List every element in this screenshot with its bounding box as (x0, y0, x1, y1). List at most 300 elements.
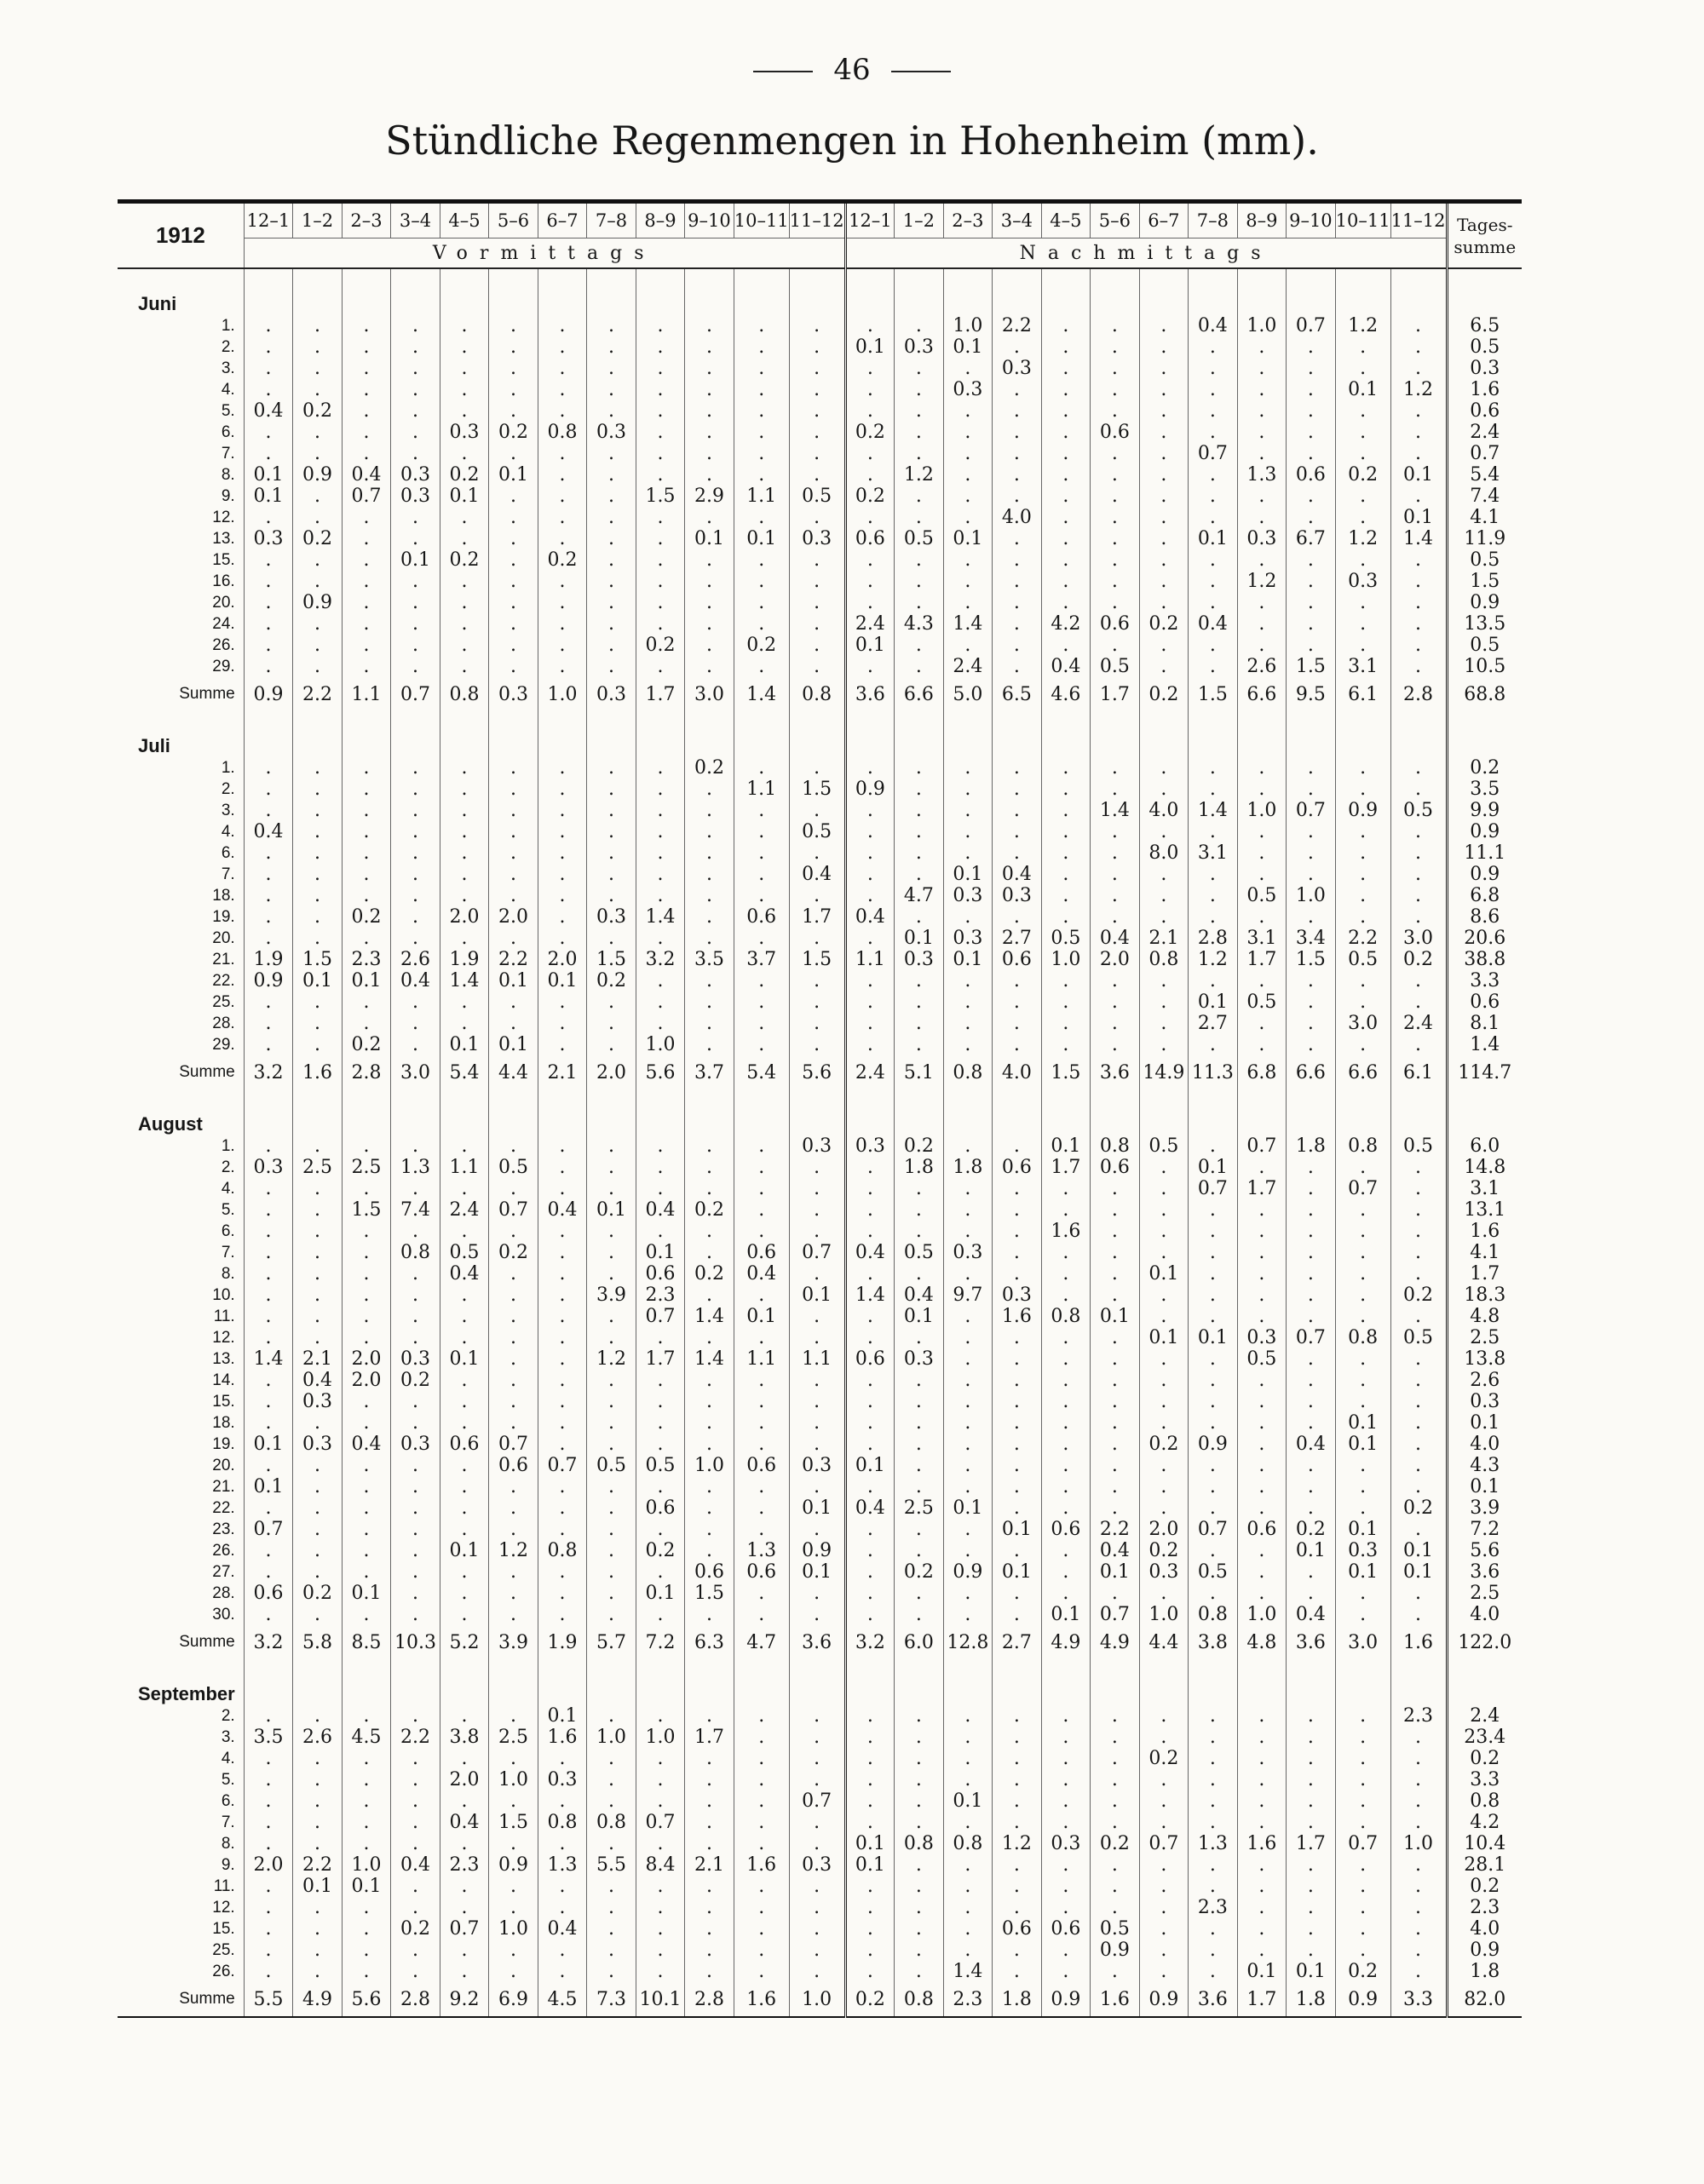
value-cell-am: . (538, 379, 587, 400)
value-cell-am: 1.4 (440, 970, 489, 991)
spacer-cell (1237, 711, 1287, 728)
value-cell-pm: . (895, 1370, 944, 1391)
value-cell-pm: . (993, 1348, 1042, 1370)
value-cell-pm: . (845, 1727, 895, 1748)
value-cell-pm: . (1041, 1391, 1091, 1412)
date-cell: 27. (212, 1562, 235, 1581)
value-cell-pm: 1.0 (1390, 1833, 1447, 1854)
value-cell-pm: . (1390, 571, 1447, 592)
value-cell-pm: . (1041, 842, 1091, 864)
day-row (118, 1013, 1522, 1034)
value-cell-am: 0.3 (391, 1434, 440, 1455)
value-cell-pm: . (993, 1199, 1042, 1221)
value-cell-pm: . (845, 821, 895, 842)
spacer-cell (845, 728, 895, 757)
value-cell-am: . (587, 400, 636, 422)
value-cell-pm: . (1237, 379, 1287, 400)
value-cell-am: . (685, 991, 734, 1013)
value-cell-am: . (391, 1391, 440, 1412)
value-cell-pm: 0.2 (1139, 613, 1189, 635)
value-cell-pm: . (895, 1455, 944, 1476)
value-cell-am: . (538, 1476, 587, 1497)
value-cell-pm: 1.0 (1237, 315, 1287, 336)
value-cell-am: . (685, 885, 734, 906)
value-cell-am: . (293, 1897, 343, 1918)
value-cell-am: 7.4 (391, 1199, 440, 1221)
spacer-cell (993, 1676, 1042, 1705)
spacer-cell (1091, 711, 1140, 728)
spacer-cell (1447, 711, 1522, 728)
spacer-cell (943, 1659, 993, 1676)
value-cell-am: . (391, 906, 440, 928)
spacer-cell (895, 1106, 944, 1135)
value-cell-pm: 0.2 (845, 486, 895, 507)
spacer-cell (1091, 1676, 1140, 1705)
value-cell-pm: . (1189, 486, 1238, 507)
spacer-cell (1041, 1089, 1091, 1106)
date-cell: 8. (221, 1834, 235, 1853)
date-cell: 6. (221, 422, 235, 441)
value-cell-pm: 0.1 (1390, 1561, 1447, 1583)
value-cell-am: . (636, 1013, 685, 1034)
value-cell-pm: . (1189, 1812, 1238, 1833)
summe-label: Summe (179, 1990, 235, 2008)
summe-row (118, 1982, 1522, 2017)
value-cell-pm: . (1287, 635, 1336, 656)
value-cell-am: 0.2 (734, 635, 789, 656)
value-cell-pm: 0.9 (1335, 1982, 1390, 2017)
value-cell-am: . (342, 1540, 391, 1561)
value-cell-pm: 0.5 (895, 528, 944, 549)
value-cell-pm: . (1189, 464, 1238, 486)
value-cell-pm: 0.2 (895, 1561, 944, 1583)
day-row (118, 1940, 1522, 1961)
value-cell-pm: 0.5 (1091, 1918, 1140, 1940)
value-cell-pm: . (895, 656, 944, 677)
value-cell-pm: . (943, 970, 993, 991)
value-cell-pm: . (993, 991, 1042, 1013)
value-cell-pm: . (943, 1391, 993, 1412)
value-cell-am: 0.4 (538, 1918, 587, 1940)
spacer-cell (587, 711, 636, 728)
date-cell: 7. (221, 1813, 235, 1831)
value-cell-am: . (734, 422, 789, 443)
value-cell-pm: 0.9 (1189, 1434, 1238, 1455)
value-cell-pm: . (1139, 379, 1189, 400)
value-cell-am: 0.6 (636, 1263, 685, 1285)
value-cell-am: . (489, 635, 538, 656)
value-cell-pm: . (1390, 1940, 1447, 1961)
value-cell-am: . (685, 1705, 734, 1727)
value-cell-am: . (293, 1199, 343, 1221)
spacer-cell (993, 1106, 1042, 1135)
date-cell: 8. (221, 465, 235, 484)
value-cell-am: . (685, 1013, 734, 1034)
value-cell-pm: . (1041, 1263, 1091, 1285)
value-cell-pm: . (895, 1412, 944, 1434)
value-cell-pm: . (1139, 549, 1189, 571)
value-cell-pm: . (1287, 1476, 1336, 1497)
value-cell-am: . (440, 656, 489, 677)
value-cell-pm: . (1335, 1455, 1390, 1476)
spacer-cell (538, 268, 587, 286)
value-cell-pm: . (1237, 1748, 1287, 1769)
value-cell-am: . (489, 1604, 538, 1625)
value-cell-am: . (489, 315, 538, 336)
value-cell-pm: . (993, 592, 1042, 613)
value-cell-pm: . (1139, 1897, 1189, 1918)
spacer-cell (489, 1659, 538, 1676)
value-cell-pm: . (993, 1455, 1042, 1476)
spacer-cell (789, 268, 845, 286)
value-cell-pm: 2.1 (1139, 928, 1189, 949)
value-cell-pm: . (943, 821, 993, 842)
value-cell-pm: 1.4 (1390, 528, 1447, 549)
value-cell-pm: . (1041, 1285, 1091, 1306)
value-cell-am: 0.3 (789, 1455, 845, 1476)
value-cell-pm: . (845, 1034, 895, 1055)
value-cell-pm: . (943, 1705, 993, 1727)
value-cell-pm: . (1237, 1221, 1287, 1242)
value-cell-pm: . (895, 1391, 944, 1412)
value-cell-pm: 0.1 (943, 336, 993, 358)
value-cell-am: . (587, 1918, 636, 1940)
value-cell-pm: . (1091, 1748, 1140, 1769)
value-cell-pm: . (1287, 336, 1336, 358)
value-cell-pm: . (943, 1412, 993, 1434)
value-cell-pm: . (1041, 422, 1091, 443)
value-cell-pm: 1.8 (1287, 1135, 1336, 1157)
daily-total-header (1447, 202, 1522, 269)
value-cell-am: . (587, 1940, 636, 1961)
value-cell-am: . (293, 1748, 343, 1769)
day-row (118, 1034, 1522, 1055)
value-cell-pm: . (1335, 549, 1390, 571)
value-cell-am: 0.1 (244, 1434, 293, 1455)
value-cell-pm: . (1091, 549, 1140, 571)
spacer-cell (489, 1089, 538, 1106)
value-cell-am: . (789, 656, 845, 677)
value-cell-am: 2.5 (293, 1157, 343, 1178)
value-cell-am: . (342, 1604, 391, 1625)
value-cell-am: 2.2 (293, 677, 343, 711)
value-cell-pm: . (1091, 1769, 1140, 1790)
value-cell-pm: 1.0 (1287, 885, 1336, 906)
value-cell-pm: 0.2 (1390, 949, 1447, 970)
value-cell-pm: . (1189, 1727, 1238, 1748)
value-cell-pm: . (1237, 1199, 1287, 1221)
value-cell-am: . (440, 1561, 489, 1583)
value-cell-am: . (293, 779, 343, 800)
spacer-cell (1447, 1659, 1522, 1676)
value-cell-pm: . (943, 464, 993, 486)
value-cell-pm: 0.2 (1139, 677, 1189, 711)
value-cell-pm: 4.3 (895, 613, 944, 635)
value-cell-am: . (636, 1221, 685, 1242)
value-cell-am: 3.8 (440, 1727, 489, 1748)
value-cell-pm: 1.4 (943, 613, 993, 635)
value-cell-am: . (789, 613, 845, 635)
value-cell-pm: . (1335, 1221, 1390, 1242)
value-cell-pm: . (1287, 779, 1336, 800)
value-cell-pm: . (1041, 1876, 1091, 1897)
value-cell-am: . (391, 1285, 440, 1306)
value-cell-am: 0.1 (440, 1348, 489, 1370)
value-cell-pm: 1.1 (845, 949, 895, 970)
spacer-cell (587, 728, 636, 757)
value-cell-pm: 3.1 (1237, 928, 1287, 949)
value-cell-am: . (440, 571, 489, 592)
value-cell-am: . (489, 379, 538, 400)
value-cell-pm: . (1139, 1790, 1189, 1812)
value-cell-pm: . (1091, 1370, 1140, 1391)
day-row (118, 1370, 1522, 1391)
value-cell-pm: . (1041, 336, 1091, 358)
value-cell-pm: . (943, 358, 993, 379)
daily-total-cell: 0.9 (1447, 1940, 1522, 1961)
value-cell-pm: . (1237, 613, 1287, 635)
value-cell-am: . (538, 1833, 587, 1854)
value-cell-am: . (685, 1519, 734, 1540)
value-cell-pm: 4.0 (993, 507, 1042, 528)
value-cell-pm: . (943, 571, 993, 592)
day-row (118, 1812, 1522, 1833)
value-cell-am: . (789, 1604, 845, 1625)
value-cell-am: . (342, 507, 391, 528)
value-cell-pm: . (1390, 613, 1447, 635)
date-cell: 26. (212, 1541, 235, 1560)
value-cell-am: . (685, 1897, 734, 1918)
spacer-cell (440, 1089, 489, 1106)
value-cell-pm: . (845, 1157, 895, 1178)
value-cell-pm: . (1139, 571, 1189, 592)
value-cell-am: 1.5 (685, 1583, 734, 1604)
value-cell-am: . (293, 379, 343, 400)
value-cell-pm: 0.3 (943, 928, 993, 949)
value-cell-am: . (734, 757, 789, 779)
value-cell-pm: . (895, 1876, 944, 1897)
value-cell-pm: . (1189, 592, 1238, 613)
value-cell-am: . (244, 422, 293, 443)
date-cell: 18. (212, 1413, 235, 1432)
daily-total-cell: 1.5 (1447, 571, 1522, 592)
value-cell-am: 0.3 (391, 486, 440, 507)
daily-total-cell: 4.1 (1447, 507, 1522, 528)
value-cell-am: . (685, 1748, 734, 1769)
daily-total-cell: 0.2 (1447, 1876, 1522, 1897)
value-cell-pm: . (1091, 507, 1140, 528)
value-cell-pm: . (1335, 779, 1390, 800)
value-cell-am: 0.6 (685, 1561, 734, 1583)
value-cell-am: 0.4 (789, 864, 845, 885)
value-cell-pm: . (845, 1221, 895, 1242)
spacer-cell (895, 728, 944, 757)
value-cell-pm: . (1091, 1199, 1140, 1221)
value-cell-am: . (789, 1833, 845, 1854)
value-cell-am: . (538, 1327, 587, 1348)
spacer-cell (244, 286, 293, 315)
value-cell-pm: . (1091, 970, 1140, 991)
value-cell-am: 0.7 (342, 486, 391, 507)
spacer-cell (1139, 1659, 1189, 1676)
spacer-cell (1335, 1089, 1390, 1106)
value-cell-pm: . (1287, 842, 1336, 864)
afternoon-label: Nachmittags (845, 239, 1447, 269)
value-cell-am: . (342, 1790, 391, 1812)
value-cell-pm: . (895, 970, 944, 991)
value-cell-am: . (342, 1476, 391, 1497)
value-cell-am: . (587, 1876, 636, 1897)
value-cell-pm: . (1335, 1583, 1390, 1604)
spacer-cell (1139, 1089, 1189, 1106)
value-cell-pm: . (1139, 486, 1189, 507)
value-cell-pm: . (1091, 1897, 1140, 1918)
value-cell-pm: 1.7 (1237, 1982, 1287, 2017)
daily-total-cell: 1.7 (1447, 1263, 1522, 1285)
value-cell-am: . (734, 1199, 789, 1221)
spacer-cell (1139, 1106, 1189, 1135)
spacer-cell (244, 1106, 293, 1135)
value-cell-am: . (538, 1306, 587, 1327)
spacer-cell (1390, 1089, 1447, 1106)
value-cell-pm: . (1189, 549, 1238, 571)
daily-total-cell: 13.1 (1447, 1199, 1522, 1221)
spacer-cell (943, 728, 993, 757)
value-cell-pm: . (1189, 864, 1238, 885)
hour-header-pm: 4–5 (1041, 202, 1091, 239)
value-cell-am: . (587, 1370, 636, 1391)
value-cell-am: . (636, 1769, 685, 1790)
value-cell-pm: 0.1 (993, 1561, 1042, 1583)
value-cell-am: . (293, 1540, 343, 1561)
date-cell: 7. (221, 1243, 235, 1262)
value-cell-am: 0.9 (293, 592, 343, 613)
value-cell-am: . (391, 1705, 440, 1727)
value-cell-am: . (293, 1263, 343, 1285)
value-cell-am: . (538, 528, 587, 549)
value-cell-am: . (685, 1476, 734, 1497)
value-cell-am: . (342, 1833, 391, 1854)
spacer-cell (391, 1659, 440, 1676)
value-cell-am: 0.7 (538, 1455, 587, 1476)
value-cell-pm: . (845, 1705, 895, 1727)
value-cell-pm: . (993, 1583, 1042, 1604)
value-cell-am: . (789, 571, 845, 592)
value-cell-pm: . (1390, 1854, 1447, 1876)
value-cell-am: . (293, 1013, 343, 1034)
value-cell-pm: . (1287, 864, 1336, 885)
value-cell-pm: . (1139, 1221, 1189, 1242)
value-cell-am: . (789, 1727, 845, 1748)
value-cell-pm: . (845, 315, 895, 336)
day-row (118, 1178, 1522, 1199)
daily-total-cell: 3.6 (1447, 1561, 1522, 1583)
value-cell-pm: . (1139, 1348, 1189, 1370)
value-cell-am: 1.5 (789, 949, 845, 970)
value-cell-am: . (685, 379, 734, 400)
value-cell-am: . (489, 1348, 538, 1370)
value-cell-am: 0.1 (440, 1034, 489, 1055)
value-cell-pm: . (1139, 1705, 1189, 1727)
value-cell-pm: . (993, 1961, 1042, 1982)
value-cell-am: . (391, 800, 440, 821)
spacer-cell (587, 286, 636, 315)
value-cell-am: . (636, 1748, 685, 1769)
day-row (118, 1748, 1522, 1769)
value-cell-am: 0.2 (489, 1242, 538, 1263)
value-cell-pm: . (993, 1540, 1042, 1561)
value-cell-am: 7.2 (636, 1625, 685, 1659)
spacer-cell (1041, 268, 1091, 286)
value-cell-pm: . (845, 1412, 895, 1434)
daily-total-cell: 1.6 (1447, 379, 1522, 400)
spacer-cell (391, 1676, 440, 1705)
day-row (118, 507, 1522, 528)
value-cell-pm: . (845, 1604, 895, 1625)
hour-header-am: 9–10 (685, 202, 734, 239)
value-cell-pm: . (1287, 507, 1336, 528)
value-cell-am: 1.3 (391, 1157, 440, 1178)
spacer-cell (489, 711, 538, 728)
date-cell: 3. (221, 359, 235, 377)
value-cell-am: . (734, 1604, 789, 1625)
value-cell-am: . (636, 443, 685, 464)
value-cell-am: 2.8 (342, 1055, 391, 1089)
value-cell-am: . (587, 635, 636, 656)
value-cell-am: 1.5 (789, 779, 845, 800)
daily-total-cell: 2.6 (1447, 1370, 1522, 1391)
value-cell-am: . (685, 656, 734, 677)
value-cell-pm: . (993, 656, 1042, 677)
value-cell-am: . (789, 1961, 845, 1982)
value-cell-am: . (538, 1157, 587, 1178)
value-cell-pm: 0.1 (1237, 1961, 1287, 1982)
value-cell-pm: . (1287, 400, 1336, 422)
value-cell-am: . (244, 1705, 293, 1727)
value-cell-am: 0.8 (538, 422, 587, 443)
value-cell-pm: 6.1 (1390, 1055, 1447, 1089)
value-cell-pm: . (1335, 1812, 1390, 1833)
value-cell-am: . (244, 1306, 293, 1327)
value-cell-pm: . (845, 549, 895, 571)
value-cell-am: 1.9 (538, 1625, 587, 1659)
day-row (118, 1285, 1522, 1306)
year-header: 1912 (118, 202, 244, 269)
value-cell-pm: . (1287, 1583, 1336, 1604)
value-cell-am: 2.1 (685, 1854, 734, 1876)
spacer-cell (685, 286, 734, 315)
date-cell: 22. (212, 1498, 235, 1517)
value-cell-am: . (685, 1940, 734, 1961)
value-cell-am: 0.6 (244, 1583, 293, 1604)
value-cell-am: . (293, 1221, 343, 1242)
value-cell-am: . (489, 1285, 538, 1306)
value-cell-pm: . (1287, 1812, 1336, 1833)
value-cell-am: 1.7 (789, 906, 845, 928)
value-cell-pm: . (1091, 315, 1140, 336)
value-cell-am: . (685, 970, 734, 991)
day-row (118, 571, 1522, 592)
date-cell: 28. (212, 1583, 235, 1602)
value-cell-pm: . (1041, 592, 1091, 613)
value-cell-am: . (685, 1412, 734, 1434)
summe-row (118, 677, 1522, 711)
day-row (118, 400, 1522, 422)
value-cell-pm: . (1041, 821, 1091, 842)
value-cell-pm: 0.5 (1390, 1327, 1447, 1348)
value-cell-pm: . (1091, 991, 1140, 1013)
value-cell-am: 0.8 (789, 677, 845, 711)
